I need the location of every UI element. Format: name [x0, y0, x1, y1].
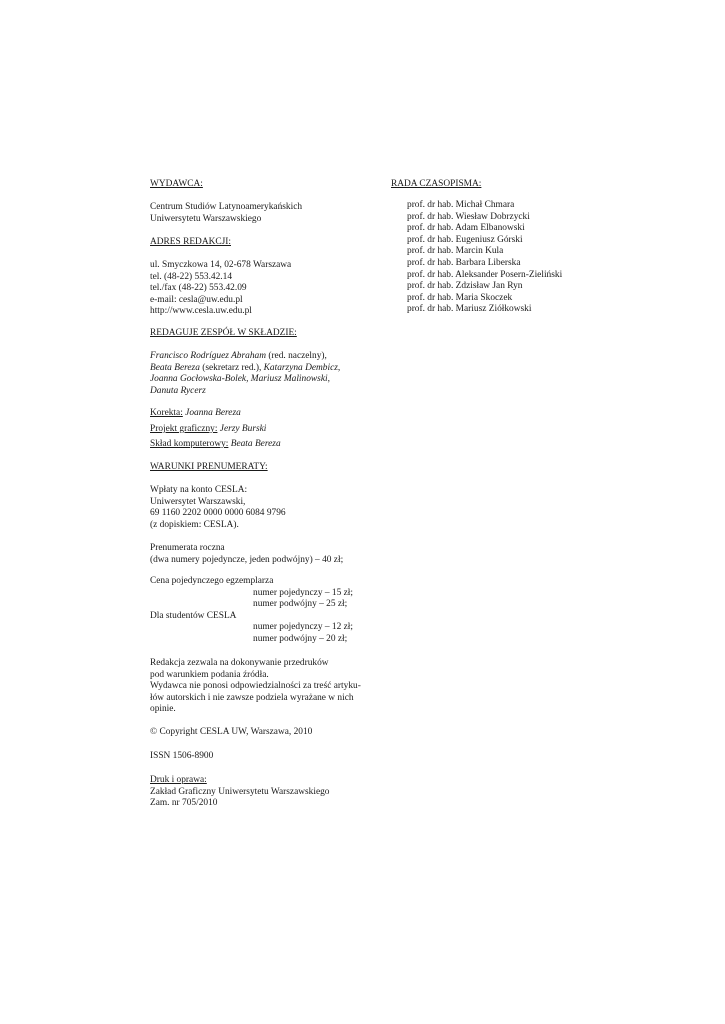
- annual-line: Prenumerata roczna: [150, 543, 225, 553]
- council-member: prof. dr hab. Adam Elbanowski: [407, 223, 525, 234]
- design-credit: [150, 424, 266, 436]
- council-members-list: [391, 200, 562, 316]
- editorial-heading: REDAGUJE ZESPÓŁ W SKŁADZIE:: [150, 328, 297, 338]
- single-issue-price: numer pojedynczy – 15 zł;: [253, 587, 353, 598]
- council-heading: RADA CZASOPISMA:: [391, 179, 482, 189]
- council-member: prof. dr hab. Marcin Kula: [407, 246, 504, 257]
- editor-names: Danuta Rycerz: [150, 385, 206, 396]
- account-line: Uniwersytet Warszawski,: [150, 496, 246, 507]
- single-copy-prices: [150, 576, 353, 646]
- students-label: Dla studentów CESLA: [150, 610, 237, 621]
- council-member: prof. dr hab. Maria Skoczek: [407, 292, 513, 303]
- publisher-lines: [150, 202, 302, 225]
- address-section: [150, 237, 231, 249]
- publisher-line: Uniwersytetu Warszawskiego: [150, 213, 262, 224]
- copyright-text: © Copyright CESLA UW, Warszawa, 2010: [150, 727, 313, 737]
- address-line: tel./fax (48-22) 553.42.09: [150, 283, 247, 294]
- account-number: 69 1160 2202 0000 0000 6084 9796: [150, 508, 286, 519]
- subscription-heading: WARUNKI PRENUMERATY:: [150, 462, 268, 472]
- bank-account: [150, 485, 286, 531]
- editorial-section: [150, 328, 297, 340]
- editor-in-chief-name: Francisco Rodríguez Abraham: [150, 351, 266, 361]
- students-single-price: numer pojedynczy – 12 zł;: [253, 622, 353, 633]
- annual-subscription: [150, 543, 343, 566]
- typesetting-credit: [150, 439, 281, 451]
- publisher-line: Centrum Studiów Latynoamerykańskich: [150, 202, 303, 212]
- account-line: (z dopiskiem: CESLA).: [150, 519, 239, 530]
- address-line: tel. (48-22) 553.42.14: [150, 271, 233, 282]
- council-member: prof. dr hab. Michał Chmara: [407, 200, 515, 210]
- typesetting-label: Skład komputerowy:: [150, 439, 229, 449]
- council-member: prof. dr hab. Aleksander Posern-Zieliński: [407, 269, 563, 280]
- notice-line: łów autorskich i nie zawsze podziela wyrażane w nich: [150, 692, 354, 703]
- address-line: ul. Smyczkowa 14, 02-678 Warszawa: [150, 260, 292, 270]
- editor-name: Katarzyna Dembicz,: [263, 362, 341, 373]
- council-member: prof. dr hab. Mariusz Ziółkowski: [407, 304, 532, 315]
- printing-section: [150, 775, 329, 810]
- copyright-section: [150, 727, 312, 739]
- council-section: [391, 179, 481, 191]
- editorial-members: [150, 351, 340, 397]
- notice-line: Redakcja zezwala na dokonywanie przedruków: [150, 658, 329, 668]
- issn-section: [150, 751, 213, 763]
- order-number: Zam. nr 705/2010: [150, 798, 218, 809]
- account-line: Wpłaty na konto CESLA:: [150, 485, 248, 495]
- address-lines: [150, 260, 291, 318]
- council-member: prof. dr hab. Barbara Liberska: [407, 257, 521, 268]
- proofreading-name: Joanna Bereza: [182, 408, 241, 418]
- council-member: prof. dr hab. Eugeniusz Górski: [407, 234, 523, 245]
- secretary-name: Beata Bereza: [150, 362, 200, 373]
- annual-line: (dwa numery pojedyncze, jeden podwójny) – 40 zł;: [150, 554, 344, 565]
- notice-line: pod warunkiem podania źródła.: [150, 669, 269, 680]
- credits-section: [150, 408, 241, 420]
- typesetting-name: Beata Bereza: [228, 439, 281, 449]
- printing-heading: Druk i oprawa:: [150, 775, 207, 785]
- proofreading-label: Korekta:: [150, 408, 183, 418]
- council-member: prof. dr hab. Wiesław Dobrzycki: [407, 211, 530, 222]
- publisher-heading: WYDAWCA:: [150, 179, 203, 189]
- address-heading: ADRES REDAKCJI:: [150, 237, 231, 247]
- publisher-section: [150, 179, 203, 191]
- notice-line: opinie.: [150, 704, 176, 715]
- website-url: http://www.cesla.uw.edu.pl: [150, 306, 252, 317]
- design-name: Jerzy Burski: [217, 424, 267, 434]
- email-address: e-mail: cesla@uw.edu.pl: [150, 294, 243, 305]
- subscription-section: [150, 462, 268, 474]
- council-member: prof. dr hab. Zdzisław Jan Ryn: [407, 281, 523, 292]
- notice-line: Wydawca nie ponosi odpowiedzialności za treść artyku-: [150, 681, 361, 692]
- issn-number: ISSN 1506-8900: [150, 751, 214, 761]
- design-label: Projekt graficzny:: [150, 424, 218, 434]
- students-double-price: numer podwójny – 20 zł;: [253, 633, 348, 644]
- double-issue-price: numer podwójny – 25 zł;: [253, 599, 348, 610]
- secretary-role: (sekretarz red.),: [199, 362, 264, 373]
- reprint-notice: [150, 658, 361, 716]
- printing-line: Zakład Graficzny Uniwersytetu Warszawskiego: [150, 786, 330, 797]
- single-price-label: Cena pojedynczego egzemplarza: [150, 576, 274, 586]
- editor-in-chief-role: (red. naczelny),: [265, 351, 327, 361]
- editor-names: Joanna Gocłowska-Bolek, Mariusz Malinowski,: [150, 374, 330, 385]
